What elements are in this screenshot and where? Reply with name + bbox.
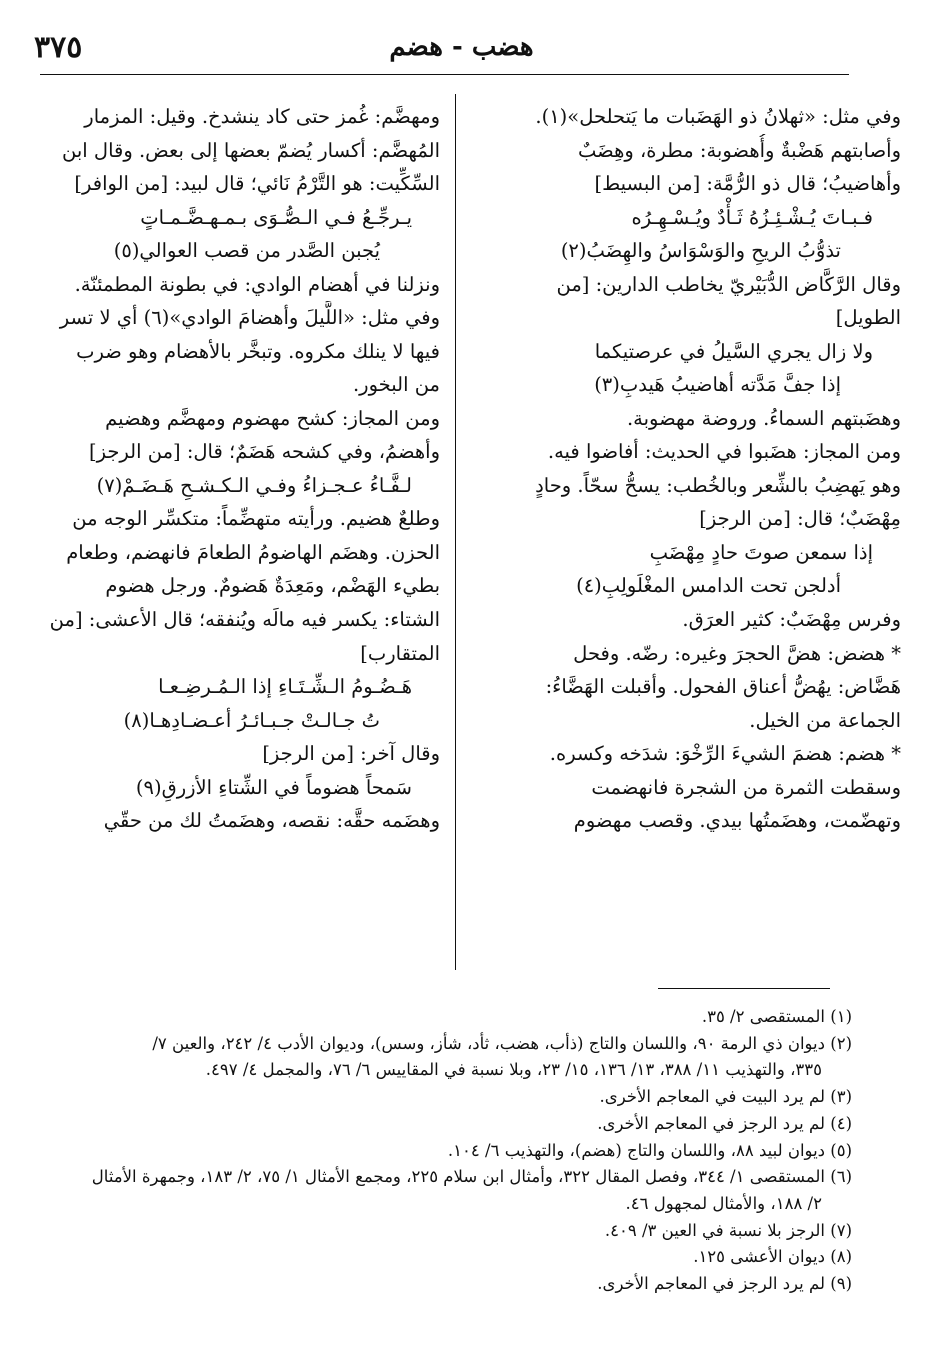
text-line: وفرس مِهْضَبٌ: كثير العرَق. [682,607,901,631]
footnote: (٢) ديوان ذي الرمة ٩٠، واللسان والتاج (ذأب، هضب، ثأد، شأز، وسس)، وديوان الأدب ٤/ ٢٤٢، والعين ٧/ [152,1033,852,1053]
text-line: وهو يَهضِبُ بالشِّعر وبالخُطب: يسحُّ سحّاً. وحادٍ [535,473,901,497]
footnote-continuation: ٣٣٥، والتهذيب ١١/ ٣٨٨، ١٣/ ١٣٦، ١٥/ ٢٣، وبلا نسبة في المقاييس ٦/ ٧٦، والمجمل ٤/ ٤٩٧. [205,1060,822,1080]
verse-hemistich: هَـضُـومُ الـشِّـتَـاءِ إذا الـمُـرضِـعـا [158,675,412,699]
text-line: وأهضمُ، وفي كشحه هَضَمٌ؛ قال: [من الرجز] [88,440,440,464]
text-line: هَضَّاض: يهُضُّ أعناق الفحول. وأقبلت الهَضَّاءُ: [545,675,901,699]
text-line: * هضم: هضمَ الشيءَ الرِّخْوَ: شدَخه وكسره. [549,742,901,766]
text-line: وفي مثل: «اللَّيلَ وأهضامَ الوادي»(٦) أي لا تسر [59,306,440,330]
text-line: الشتاء: يكسر فيه مالَه ويُنفقه؛ قال الأعشى: [من [49,607,440,631]
footnote-rule [658,988,830,989]
footnote: (٥) ديوان لبيد ٨٨، واللسان والتاج (هضم)، والتهذيب ٦/ ١٠٤. [447,1140,852,1160]
text-line: السِّكِّيت: هو التَّرْمُ نَائي؛ قال لبيد: [من الوافر] [74,172,440,196]
verse-hemistich: إذا جفَّ مَدَّته أهاضيبُ هَيدبِ(٣) [594,373,841,397]
right-column [466,100,901,838]
column-divider [455,94,456,970]
footnote: (٧) الرجز بلا نسبة في العين ٣/ ٤٠٩. [604,1220,852,1240]
verse-hemistich: تذوُّبُ الريحِ والوَسْوَاسُ والهِضَبُ(٢) [560,239,841,263]
text-line: وطلعٌ هضيم. ورأيته متهضِّماً: متكسِّر الوجه من [72,507,440,531]
page-number: ٣٧٥ [34,30,83,65]
text-line: وفي مثل: «ثهلانُ ذو الهَضَبات ما يَتحلحل»(١). [535,105,901,128]
footnote: (١) المستقصى ٢/ ٣٥. [701,1007,852,1026]
text-line: المتقارب] [360,641,440,665]
footnotes [40,1004,852,1298]
text-line: وتهضّمت، وهضَمتُها بيدي. وقصب مهضوم [573,809,901,833]
text-line: مِهْضَبٌ؛ قال: [من الرجز] [699,507,901,531]
text-line: ونزلنا في أهضام الوادي: في بطونة المطمئنّة. [74,272,440,296]
footnote: (٤) لم يرد الرجز في المعاجم الأخرى. [597,1113,852,1133]
running-head: هضب - هضم [389,32,534,62]
text-line: الطويل] [835,306,901,330]
verse-hemistich: فـبـاتَ يُـشْـئِـزُهُ ثَـأْدٌ ويُـسْـهِـرُه [631,205,873,229]
verse-hemistich: ولا زال يجري السَّيلُ في عرصتيكما [594,339,873,363]
text-line: ومن المجاز: كشح مهضوم ومهضَّم وهضيم [105,406,440,430]
verse-hemistich: سَمحاً هضوماً في الشِّتاءِ الأزرقِ(٩) [135,775,412,799]
text-line: * هضض: هضَّ الحجرَ وغيره: رضّه. وفحل [573,641,901,665]
text-line: وقال آخر: [من الرجز] [262,742,440,766]
verse-hemistich: أدلجن تحت الدامس المغْلَولِبِ(٤) [576,574,841,598]
verse-hemistich: لـفَّـاءُ عـجـزاءُ وفـي الـكـشـحِ هَـضَـمْ(٧) [96,473,412,497]
left-column [40,100,440,838]
footnote: (٨) ديوان الأعشى ١٢٥. [693,1247,852,1267]
text-line: فيها لا ينلك مكروه. وتبخَّر بالأهضام وهو ضرب [76,339,440,363]
header-rule [40,74,849,75]
text-line: وهضَبتهم السماءُ. وروضة مهضوبة. [626,406,901,430]
verse-hemistich: يُجبن الصَّدر من قصب العوالي(٥) [113,239,380,263]
text-line: ومن المجاز: هضَبوا في الحديث: أفاضوا فيه. [547,440,901,464]
text-line: وأصابتهم هَضْبةٌ وأُهضوبة: مطرة، وهِضَبٌ [578,138,901,162]
page-header [34,30,889,74]
footnote: (٣) لم يرد البيت في المعاجم الأخرى. [599,1087,852,1107]
text-line: وهضَمه حقَّه: نقصه، وهضَمتُ لك من حقّي [103,809,440,833]
text-line: وسقطت الثمرة من الشجرة فانهضمت [591,775,901,799]
text-line: بطيء الهَضْم، ومَعِدَةٌ هَضومٌ. ورجل هضوم [105,574,440,598]
footnote: (٦) المستقصى ١/ ٣٤٤، وفصل المقال ٣٢٢، وأمثال ابن سلام ٢٢٥، ومجمع الأمثال ١/ ٧٥، ٢/ ١٨٣، وجمهرة الأمثال [91,1167,852,1187]
text-line: المُهضَّم: أكسار يُضمّ بعضها إلى بعض. وقال ابن [62,138,440,162]
text-line: الجماعة من الخيل. [749,708,901,732]
verse-hemistich: تُ جـالـتْ جـبـائـرُ أعـضـادِهـا(٨) [123,708,380,732]
text-line: وقال الرَّكَّاض الدُّبَيْريّ يخاطب الدارين: [من [556,272,901,296]
text-line: ومهضَّم: غُمز حتى كاد ينشدخ. وقيل: المزمار [84,105,440,128]
text-line: من البخور. [352,373,440,397]
text-line: الحزن. وهضَم الهاضومُ الطعامَ فانهضم، وطعام [66,540,440,564]
verse-hemistich: إذا سمعن صوتَ حادٍ مِهْضَبِ [649,540,873,564]
footnote-continuation: ٢/ ١٨٨، والأمثال لمجهول ٤٦. [625,1194,822,1214]
text-line: وأهاضيبُ؛ قال ذو الرُّمَّة: [من البسيط] [594,172,901,196]
footnote: (٩) لم يرد الرجز في المعاجم الأخرى. [597,1274,852,1294]
verse-hemistich: يـرجِّـعُ فـي الـصُّـوَى بـمـهـضَّـمـاتٍ [140,205,412,229]
